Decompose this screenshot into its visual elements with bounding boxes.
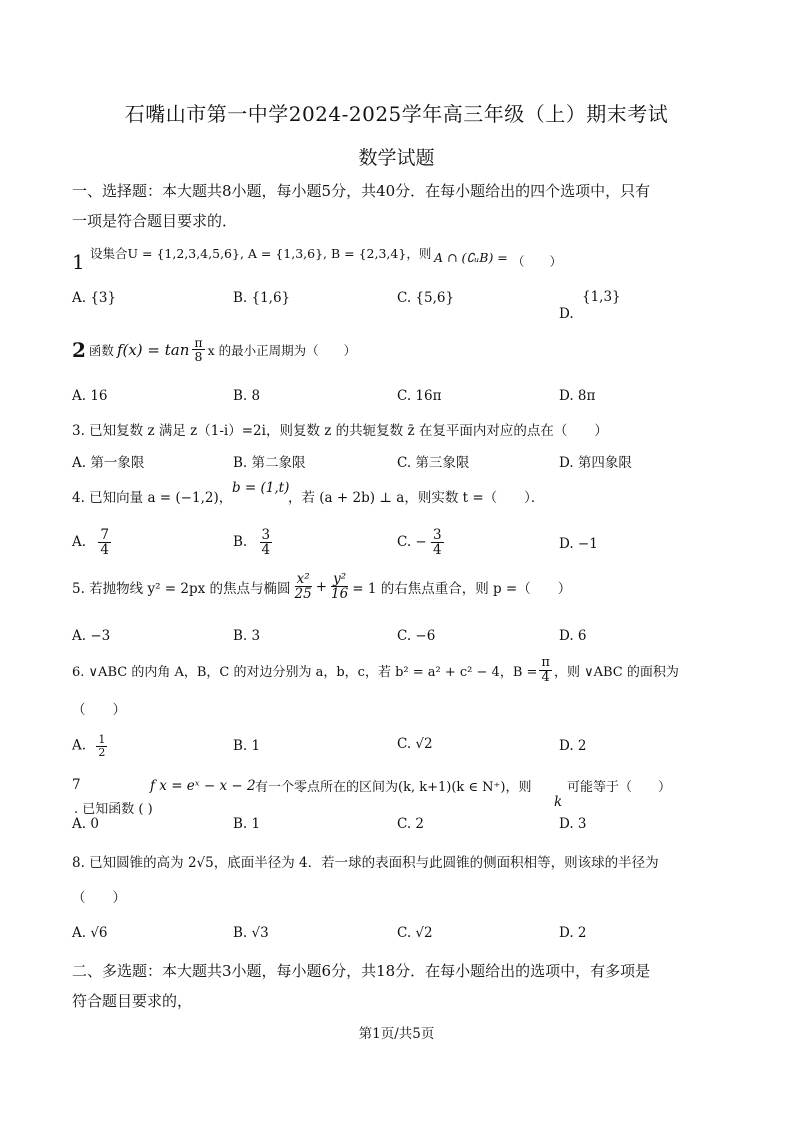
q5-line [72,572,571,601]
q7-text: 有一个零点所在的区间为(k, k+1)(k ∈ N⁺)，则 [255,780,532,795]
q8-paren: （ ） [72,890,126,906]
q7-expr: f x = eˣ − x − 2 [150,778,256,794]
q5-text-b: = 1 的右焦点重合，则 p =（ ） [352,580,572,597]
q2-option-a: A. 16 [72,388,108,404]
q3-option-c: C. 第三象限 [397,455,470,471]
q4-a-den: 4 [100,542,109,559]
exam-subtitle: 数学试题 [358,147,435,169]
q6-line [72,656,679,684]
q2-option-d: D. 8π [559,388,596,404]
q6-a-num: 1 [98,733,106,746]
q8-option-a: A. √6 [72,925,108,941]
q6-a-den: 2 [98,745,106,759]
q4-option-c-label: C. − [397,534,427,551]
q4-c-den: 4 [433,542,442,559]
q1-option-a: A. {3} [72,290,117,306]
q4-option-a-label: A. [72,534,87,551]
q7-option-c: C. 2 [397,816,425,832]
q3-option-b: B. 第二象限 [233,455,306,471]
q7-number: 7 [72,777,81,793]
q8-text: 8. 已知圆锥的高为 2√5，底面半径为 4．若一球的表面积与此圆锥的侧面积相等，则该球的半径为 [72,855,659,871]
q4-text-a: 4. 已知向量 a = (−1,2)， [72,490,233,506]
q2-option-c: C. 16π [397,388,442,404]
q4-text-c: ，若 (a + 2b) ⊥ a，则实数 t =（ ）． [288,490,545,506]
q2-post: x 的最小正周期为（ ） [207,342,357,358]
q7-text2: 可能等于（ ） [567,780,672,795]
q4-option-c-frac [431,528,444,557]
q5-plus: + [315,578,328,595]
q6-option-a-frac [96,734,107,758]
q5-option-b: B. 3 [233,628,261,644]
q7-k: k [554,794,563,810]
q2-number: 2 [72,337,86,362]
q5-f1-num: x² [296,571,310,587]
q7-option-d: D. 3 [559,816,587,832]
q5-f2-den: 16 [331,586,349,603]
q4-option-b-frac [260,528,273,557]
q5-f2-num: y² [333,571,347,587]
section2-heading-line1: 二、多选题：本大题共3小题，每小题6分，共18分．在每小题给出的选项中，有多项是 [72,962,651,980]
q1-option-d: D. [559,306,574,322]
q1-paren: （ ） [512,254,563,269]
q6-option-a [72,734,107,758]
page-number: 第1页/共5页 [358,1026,435,1042]
q6-option-c: C. √2 [397,736,433,752]
q2-fraction [192,336,204,363]
q4-a-num: 7 [100,527,109,543]
q1-option-d-value: {1,3} [582,289,621,305]
q4-option-d: D. −1 [559,536,598,552]
q6-text-a: 6. ∨ABC 的内角 A，B，C 的对边分别为 a，b，c，若 b² = a² + c² − 4，B = [72,664,538,680]
q6-paren: （ ） [72,702,126,718]
q4-option-a-frac [98,528,111,557]
section2-heading-line2: 符合题目要求的， [72,992,193,1010]
q8-option-d: D. 2 [559,925,587,941]
q2-line [72,336,356,363]
section1-heading-line2: 一项是符合题目要求的． [72,212,238,230]
exam-title: 石嘴山市第一中学2024-2025学年高三年级（上）期末考试 [124,102,669,126]
q6-frac [539,656,552,684]
q5-frac1 [293,572,314,601]
q4-option-c [397,528,444,557]
q7-option-a: A. 0 [72,816,99,832]
section1-heading-line1: 一、选择题：本大题共8小题，每小题5分，共40分．在每小题给出的四个选项中，只有 [72,182,651,200]
q4-option-b-label: B. [233,534,248,551]
q6-frac-den: 4 [541,669,550,685]
q2-pre: 函数 [88,342,114,358]
q5-f1-den: 25 [294,586,312,603]
q8-option-b: B. √3 [233,925,269,941]
q3-text: 3. 已知复数 z 满足 z（1-i）=2i，则复数 z 的共轭复数 z̄ 在复平面内对应的点在（ ） [72,423,608,439]
q2-fx: f(x) = tan [116,340,190,359]
q6-option-a-label: A. [72,737,87,754]
q4-option-b [233,528,272,557]
q2-frac-num: π [194,335,203,350]
q6-option-b: B. 1 [233,738,261,754]
q2-option-b: B. 8 [233,388,261,404]
q6-option-d: D. 2 [559,738,587,754]
q6-text-b: ，则 ∨ABC 的面积为 [553,664,679,680]
q4-c-num: 3 [433,527,442,543]
q4-text-b: b = (1,t) [232,480,290,496]
q4-option-a [72,528,111,557]
q1-number: 1 [72,250,85,274]
q8-option-c: C. √2 [397,925,433,941]
q1-expr: A ∩ (∁ᵤB) = [434,250,508,265]
q3-option-a: A. 第一象限 [72,455,145,471]
q5-text-a: 5. 若抛物线 y² = 2px 的焦点与椭圆 [72,580,291,597]
q5-frac2 [329,572,350,601]
q2-frac-den: 8 [194,349,203,365]
q1-option-b: B. {1,6} [233,290,291,306]
q5-option-a: A. −3 [72,628,111,644]
q5-option-c: C. −6 [397,628,436,644]
q4-b-num: 3 [261,527,271,543]
q5-option-d: D. 6 [559,628,587,644]
q7-option-b: B. 1 [233,816,261,832]
q3-option-d: D. 第四象限 [559,455,632,471]
q1-option-c: C. {5,6} [397,290,455,306]
q7-sub: . 已知函数 ( ) [74,802,153,817]
q6-frac-num: π [541,655,550,670]
q1-text: 设集合U = {1,2,3,4,5,6}, A = {1,3,6}, B = {2,3,4}，则 [90,246,432,261]
q4-b-den: 4 [261,542,271,559]
